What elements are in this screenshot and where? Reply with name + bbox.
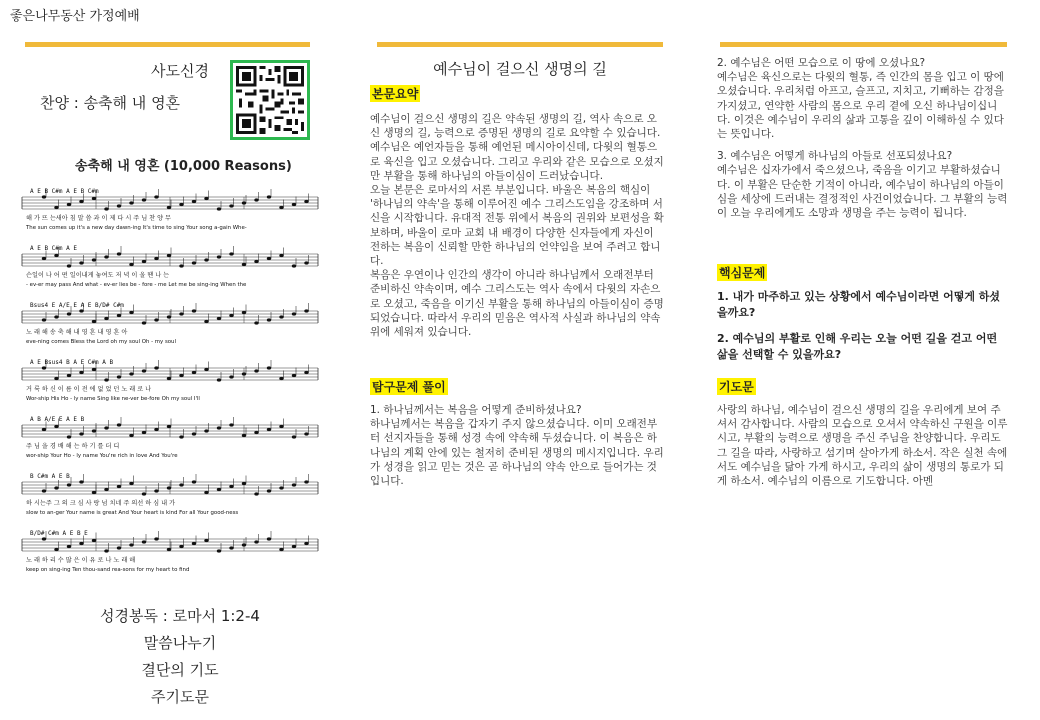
document-title: 좋은나무동산 가정예배 [10,9,140,24]
note-head [179,264,183,267]
song-title: 송축해 내 영혼 (10,000 Reasons) [75,159,292,174]
note-head [304,200,308,203]
note-head [154,257,158,260]
english-lyric-line: wor-ship Your Ho - ly name You're rich in love And You're [26,453,178,459]
chord-line: A E B C#m A E [30,245,77,252]
note-head [254,540,258,543]
note-head [217,426,221,429]
note-head [129,311,133,314]
note-head [92,539,96,542]
note-head [104,378,108,381]
note-head [229,546,233,549]
note-head [242,201,246,204]
note-head [242,372,246,375]
inquiry-question: 1. 하나님께서는 복음을 어떻게 준비하셨나요? [370,404,582,416]
english-lyric-line: keep on sing-ing Ten thou-sand rea-sons for my heart to find [26,567,190,573]
english-lyric-line: Wor-ship His Ho - ly name Sing like ne-ver be-fore Oh my soul I'll [26,396,200,402]
note-head [204,320,208,323]
note-head [229,252,233,255]
note-head [279,486,283,489]
hymn-label: 찬양 : 송축해 내 영혼 [40,94,181,112]
prayer-text: 사랑의 하나님, 예수님이 걸으신 생명의 길을 우리에게 보여 주셔서 감사합니다. 사람의 모습으로 오셔서 약속하신 구원을 이루시고, 부활의 능력으로 생명을 주신 주님을 찬양합니다. 우리도 그 길을 따라, 사랑하고 섬기며 살아가게 하소서. 작은 실천 속에서도 예수님을 닮아 가게 하시고, 우리의 삶이 생명의 통로가 되게 하소서. 예수님의 이름으로 기도합니다. 아멘 [717,404,1008,488]
note-head [204,539,208,542]
english-lyric-line: slow to an-ger Your name is great And Your heart is kind For all Your good-ness [26,510,239,516]
note-head [204,429,208,432]
inquiry-answer: 하나님께서는 복음을 갑자기 주지 않으셨습니다. 이미 오래전부터 선지자들을 통해 성경 속에 약속해 두셨습니다. 이 복음은 하나님의 계획 안에 있는 철저히 준비된 생명의 메시지입니다. 우리가 성경을 읽고 믿는 것은 곧 하나님의 약속 안으로 들어가는 것입니다. [370,418,664,488]
note-head [229,485,233,488]
note-head [142,431,146,434]
note-head [267,537,271,540]
middle-divider [377,42,663,47]
note-head [167,548,171,551]
note-head [154,366,158,369]
note-head [242,311,246,314]
note-head [67,264,71,267]
order-item-prayer: 결단의 기도 [141,661,219,679]
note-head [292,374,296,377]
note-head [192,432,196,435]
apostles-creed-heading: 사도신경 [151,62,209,80]
note-head [217,378,221,381]
korean-lyric-line: 주 님 을 경 배 해 는 하 기 를 더 디 [26,443,120,450]
note-head [267,318,271,321]
note-head [167,486,171,489]
inquiry-label: 탐구문제 풀이 [372,380,446,394]
english-lyric-line: eve-ning comes Bless the Lord oh my soul Oh - my soul [26,339,176,345]
note-head [192,309,196,312]
note-head [167,254,171,257]
note-head [204,258,208,261]
sheet-music [20,184,320,584]
note-head [167,377,171,380]
note-head [79,309,83,312]
note-head [292,312,296,315]
note-head [142,198,146,201]
note-head [167,425,171,428]
note-head [279,254,283,257]
english-lyric-line: The sun comes up it's a new day dawn-ing It's time to sing Your song a-gain Whe- [26,225,247,231]
note-head [167,206,171,209]
note-head [54,548,58,551]
note-head [129,543,133,546]
note-head [142,321,146,324]
note-head [267,195,271,198]
note-head [154,428,158,431]
core-question-1: 1. 내가 마주하고 있는 상황에서 예수님이라면 어떻게 하셨을까요? [717,290,1001,319]
english-lyric-line: - ev-er may pass And what - ev-er lies be - fore - me Let me be sing-ing When the [26,282,247,288]
order-item-sharing: 말씀나누기 [143,634,217,652]
korean-lyric-line: 노 래 해 송 축 해 내 영 혼 내 영 혼 아 [26,329,128,336]
note-head [54,377,58,380]
note-head [79,542,83,545]
note-head [67,545,71,548]
qr-code-icon[interactable] [230,60,310,140]
note-head [192,371,196,374]
note-head [104,207,108,210]
note-head [129,434,133,437]
note-head [192,480,196,483]
chord-line: B/D# C#m A E B E [30,530,88,537]
summary-paragraph: 오늘 본문은 로마서의 서론 부분입니다. 바울은 복음의 핵심이 '하나님의 약속'을 통해 이루어진 예수 그리스도임을 강조하며 서신을 시작합니다. 유대적 전통 위에서 복음의 권위와 보편성을 확보하며, 바울이 로마 교회 내 배경이 다양한 신자들에게 자신이 전하는 복음이 신뢰할 만한 하나님의 언약임을 보여 주려고 합니다. [370,184,664,268]
note-head [217,255,221,258]
korean-lyric-line: 슨일이 나 어 떤 일이내게 놓여도 저 녁 이 올 땐 나 는 [26,272,170,279]
note-head [67,203,71,206]
note-head [129,372,133,375]
note-head [292,545,296,548]
note-head [79,371,83,374]
answer-3: 예수님은 십자가에서 죽으셨으나, 죽음을 이기고 부활하셨습니다. 이 부활은 단순한 기적이 아니라, 예수님이 하나님의 아들이심을 세상에 드러내는 결정적인 사건이었습니다. 그 부활의 능력이 오늘 우리에게도 소망과 생명을 주는 능력이 됩니다. [717,164,1008,220]
note-head [117,375,121,378]
note-head [104,255,108,258]
note-head [129,482,133,485]
answer-2: 예수님은 육신으로는 다윗의 혈통, 즉 인간의 몸을 입고 이 땅에 오셨습니다. 우리처럼 아프고, 슬프고, 지치고, 기뻐하는 감정을 가지셨고, 연약한 사람의 몸으로 우리 곁에 오신 하나님이십니다. 이것은 예수님이 우리의 삶과 고통을 깊이 이해하실 수 있다는 뜻입니다. [717,71,1004,141]
note-head [292,203,296,206]
note-head [217,488,221,491]
note-head [242,434,246,437]
note-head [117,314,121,317]
note-head [117,204,121,207]
sermon-title: 예수님이 걸으신 생명의 길 [433,60,607,78]
note-head [292,483,296,486]
note-head [92,197,96,200]
note-head [154,537,158,540]
note-head [254,431,258,434]
note-head [54,486,58,489]
chord-line: A E Bsus4 B A E C#m A B [30,359,114,366]
note-head [267,366,271,369]
note-head [142,540,146,543]
korean-lyric-line: 노 래 하 리 수 많 은 이 유 로 나 노 래 해 [26,557,136,564]
note-head [254,492,258,495]
note-head [267,257,271,260]
note-head [229,423,233,426]
note-head [292,435,296,438]
chord-line: B C#m A E B [30,473,70,480]
note-head [42,318,46,321]
note-head [304,309,308,312]
note-head [192,261,196,264]
note-head [279,548,283,551]
note-head [304,480,308,483]
note-head [92,429,96,432]
note-head [304,432,308,435]
note-head [179,483,183,486]
note-head [242,543,246,546]
note-head [54,425,58,428]
right-divider [720,42,1007,47]
core-label: 핵심문제 [719,266,766,280]
note-head [217,317,221,320]
prayer-label: 기도문 [719,380,754,394]
note-head [104,426,108,429]
note-head [179,435,183,438]
note-head [92,368,96,371]
note-head [92,491,96,494]
chord-line: A B A/E E A E B [30,416,85,423]
note-head [229,314,233,317]
chord-line: Bsus4 E A/E E A E B/D# C#m [30,302,124,309]
note-head [117,485,121,488]
note-head [179,374,183,377]
note-head [67,374,71,377]
note-head [192,542,196,545]
note-head [217,207,221,210]
note-head [54,315,58,318]
note-head [79,432,83,435]
note-head [104,488,108,491]
summary-paragraph: 예수님이 걸으신 생명의 길은 약속된 생명의 길, 역사 속으로 오신 생명의 길, 능력으로 증명된 생명의 길로 요약할 수 있습니다. 예수님은 예언자들을 통해 예언된 메시아이신데, 다윗의 혈통으로 육신을 입고 오셨습니다. 그리고 우리와 같은 모습으로 오셨지만 부활을 통해 하나님의 아들이심이 드러났습니다. [370,113,664,182]
note-head [92,320,96,323]
korean-lyric-line: 해 가 뜨 는새아 침 말 씀 과 이 제 다 시 주 님 찬 양 무 [26,215,172,222]
note-head [254,260,258,263]
note-head [179,545,183,548]
note-head [204,197,208,200]
note-head [167,315,171,318]
note-head [217,549,221,552]
note-head [242,482,246,485]
note-head [117,546,121,549]
note-head [267,428,271,431]
note-head [104,549,108,552]
note-head [279,425,283,428]
summary-paragraph: 복음은 우연이나 인간의 생각이 아니라 하나님께서 오래전부터 준비하신 약속이며, 예수 그리스도는 역사 속에서 다윗의 자손으로 오셨고, 죽음을 이기신 부활을 통해 하나님의 아들이심이 증명되었습니다. 따라서 우리의 믿음은 역사적 사실과 하나님의 약속 위에 세워져 있습니다. [370,269,664,339]
note-head [179,312,183,315]
note-head [204,368,208,371]
note-head [267,489,271,492]
order-item-lords-prayer: 주기도문 [151,688,209,706]
note-head [117,252,121,255]
note-head [142,492,146,495]
note-head [67,312,71,315]
note-head [142,369,146,372]
core-question-2: 2. 예수님의 부활로 인해 우리는 오늘 어떤 길을 걷고 어떤 삶을 선택할 수 있을까요? [717,332,998,361]
order-item-scripture: 성경봉독 : 로마서 1:2-4 [100,607,260,625]
note-head [304,261,308,264]
note-head [117,423,121,426]
summary-label: 본문요약 [372,87,419,101]
note-head [179,203,183,206]
note-head [279,315,283,318]
note-head [129,201,133,204]
chord-line: A E B C#m A E B C#m [30,188,99,195]
note-head [254,369,258,372]
note-head [104,317,108,320]
note-head [92,258,96,261]
note-head [42,257,46,260]
note-head [67,483,71,486]
note-head [204,491,208,494]
note-head [67,435,71,438]
note-head [304,542,308,545]
note-head [154,195,158,198]
note-head [42,537,46,540]
note-head [79,261,83,264]
note-head [42,366,46,369]
note-head [254,198,258,201]
note-head [242,263,246,266]
note-head [292,264,296,267]
note-head [54,254,58,257]
note-head [79,200,83,203]
note-head [129,263,133,266]
note-head [279,206,283,209]
note-head [42,489,46,492]
note-head [154,489,158,492]
note-head [229,204,233,207]
note-head [42,428,46,431]
note-head [154,318,158,321]
korean-lyric-line: 거 룩 하 신 이 름 이 전 에 없 었 던 노 래 로 나 [26,386,152,393]
note-head [254,321,258,324]
note-head [279,377,283,380]
note-head [142,260,146,263]
note-head [42,195,46,198]
left-divider [25,42,310,47]
question-2: 2. 예수님은 어떤 모습으로 이 땅에 오셨나요? [717,57,926,69]
note-head [54,206,58,209]
note-head [192,200,196,203]
note-head [304,371,308,374]
korean-lyric-line: 하 시는주 그 의 크 심 사 랑 넘 치네 주 의선 하 심 내 가 [26,500,176,507]
question-3: 3. 예수님은 어떻게 하나님의 아들로 선포되셨나요? [717,150,953,163]
note-head [79,480,83,483]
note-head [229,375,233,378]
